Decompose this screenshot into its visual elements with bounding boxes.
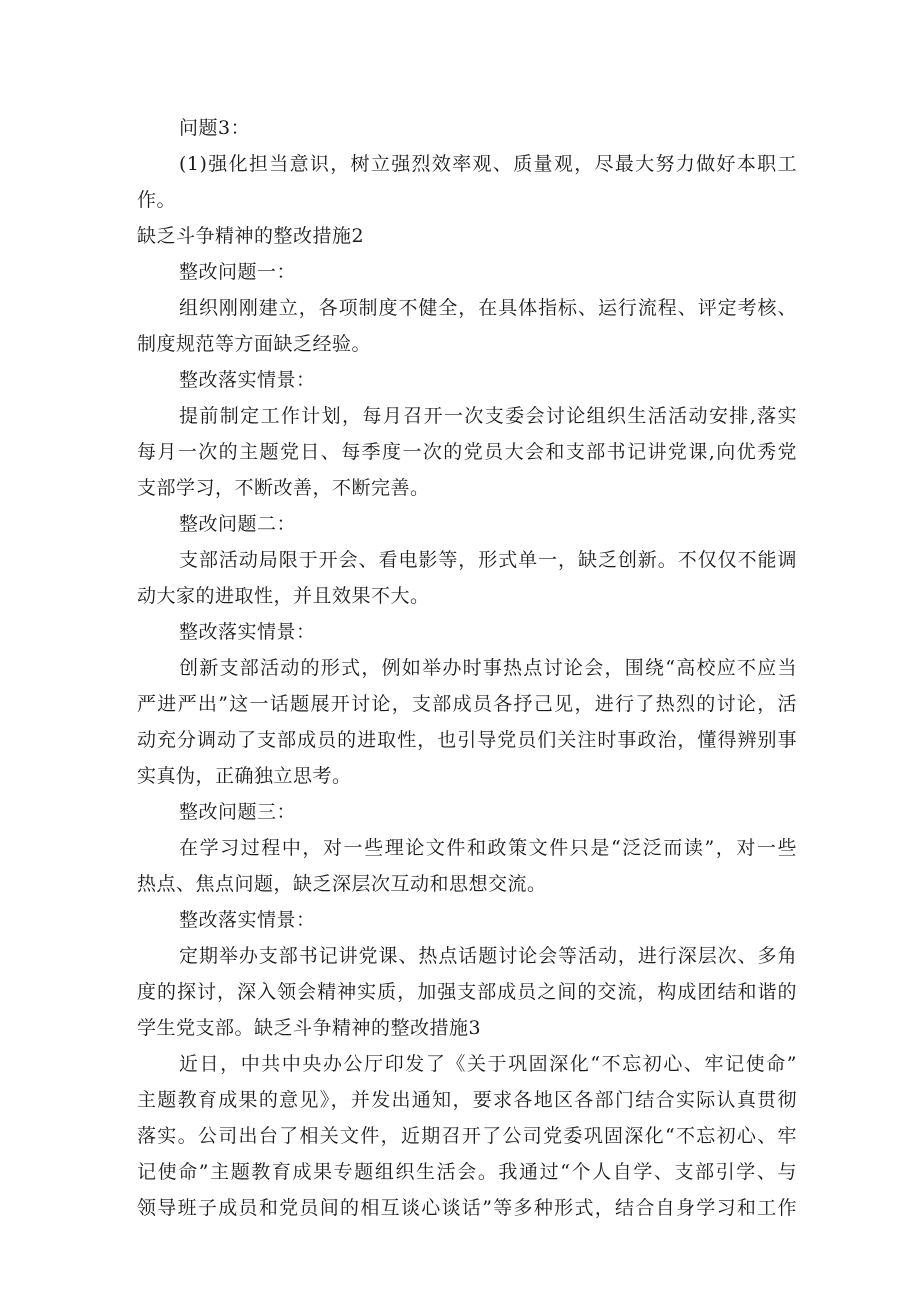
text-line: 问题3： <box>179 117 251 139</box>
text-line: 整改问题三： <box>179 801 297 823</box>
text-line: 在学习过程中，对一些理论文件和政策文件只是“泛泛而读”，对一些 <box>179 837 797 859</box>
text-line: 创新支部活动的形式，例如举办时事热点讨论会，围绕“高校应不应当 <box>179 657 797 679</box>
text-line: 支部学习，不断改善，不断完善。 <box>137 477 430 499</box>
text-line: 提前制定工作计划，每月召开一次支委会讨论组织生活活动安排,落实 <box>179 405 797 427</box>
text-line: 记使命”主题教育成果专题组织生活会。我通过“个人自学、支部引学、与 <box>137 1161 797 1183</box>
document-page <box>137 110 797 1226</box>
text-line: 整改落实情景： <box>179 621 316 643</box>
text-line: 热点、焦点问题，缺乏深层次互动和思想交流。 <box>137 873 547 895</box>
text-line: 学生党支部。缺乏斗争精神的整改措施3 <box>137 1017 482 1039</box>
text-line: 度的探讨，深入领会精神实质，加强支部成员之间的交流，构成团结和谐的 <box>137 981 797 1003</box>
text-line: 支部活动局限于开会、看电影等，形式单一，缺乏创新。不仅仅不能调 <box>179 549 797 571</box>
text-line: 每月一次的主题党日、每季度一次的党员大会和支部书记讲党课,向优秀党 <box>137 441 797 463</box>
text-line: 作。 <box>137 189 177 211</box>
text-line: 严进严出”这一话题展开讨论，支部成员各抒己见，进行了热烈的讨论，活 <box>137 693 797 715</box>
text-line: 缺乏斗争精神的整改措施2 <box>137 225 365 247</box>
text-line: 主题教育成果的意见》，并发出通知，要求各地区各部门结合实际认真贯彻 <box>137 1089 797 1111</box>
text-line: 组织刚刚建立，各项制度不健全，在具体指标、运行流程、评定考核、 <box>179 297 797 319</box>
text-line: 动大家的进取性，并且效果不大。 <box>137 585 430 607</box>
text-line: 落实。公司出台了相关文件，近期召开了公司党委巩固深化“不忘初心、牢 <box>137 1125 797 1147</box>
text-line: 近日，中共中央办公厅印发了《关于巩固深化“不忘初心、牢记使命” <box>179 1053 797 1075</box>
text-line: 动充分调动了支部成员的进取性，也引导党员们关注时事政治，懂得辨别事 <box>137 729 797 751</box>
text-line: 整改问题二： <box>179 513 297 535</box>
text-line: 整改落实情景： <box>179 909 316 931</box>
text-line: 整改问题一： <box>179 261 297 283</box>
text-line: 定期举办支部书记讲党课、热点话题讨论会等活动，进行深层次、多角 <box>179 945 797 967</box>
text-line: 整改落实情景： <box>179 369 316 391</box>
text-line: 制度规范等方面缺乏经验。 <box>137 333 372 355</box>
text-line: (1)强化担当意识，树立强烈效率观、质量观，尽最大努力做好本职工 <box>179 153 797 175</box>
text-line: 领导班子成员和党员间的相互谈心谈话”等多种形式，结合自身学习和工作 <box>137 1197 797 1219</box>
text-line: 实真伪，正确独立思考。 <box>137 765 352 787</box>
